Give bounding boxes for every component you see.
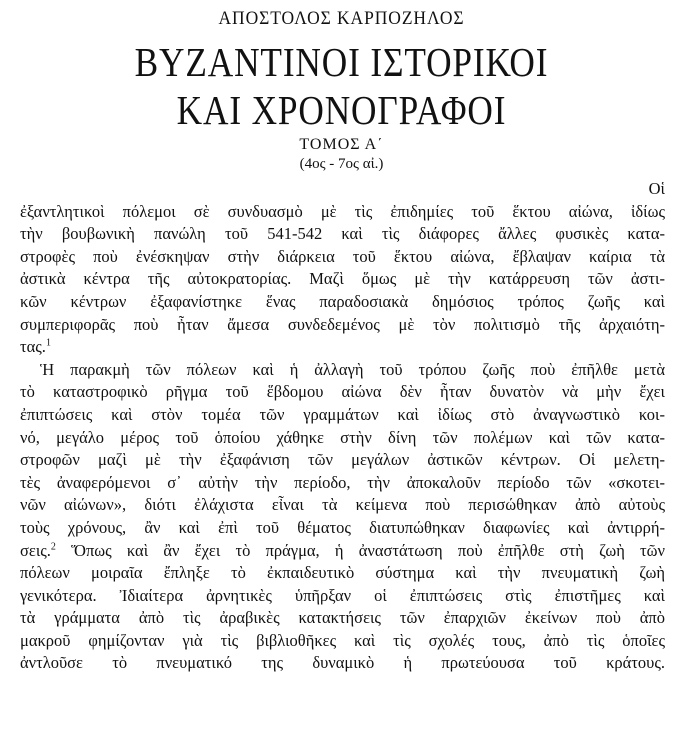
- text-line: νό, μεγάλο μέρος τοῦ ὁποίου χάθηκε στὴν δίνη τῶν πολέμων καὶ τῶν κατα-: [20, 427, 665, 447]
- text-line: [20, 336, 665, 359]
- text-line: [20, 540, 665, 563]
- footnote-ref: 2: [50, 541, 56, 552]
- text-line: τὴν βουβωνικὴ πανώλη τοῦ 541-542 καὶ τὶς διάφορες ἄλλες φυσικὲς κατα-: [20, 224, 665, 244]
- text-line: τοὺς χρόνους, ἂν καὶ ἐπὶ τοῦ θέματος διατυπώθηκαν διαφωνίες καὶ ἀντιρρή-: [20, 517, 665, 537]
- text-line: Οἱ: [648, 179, 665, 198]
- text-line: μακροῦ φημίζονταν γιὰ τὶς βιβλιοθῆκες καὶ τὶς σχολές τους, ἀπὸ τὶς ὁποῖες: [20, 630, 665, 650]
- text-line: Ἡ παρακμὴ τῶν πόλεων καὶ ἡ ἀλλαγὴ τοῦ τρόπου ζωῆς ποὺ ἐπῆλθε μετὰ: [40, 359, 665, 379]
- text-line: κῶν κέντρων ἐξαφανίστηκε ἕνας παραδοσιακὰ δημόσιος τρόπος ζωῆς καὶ: [20, 291, 665, 311]
- text-line: [20, 675, 665, 698]
- volume-label: ΤΟΜΟΣ Α΄: [299, 136, 384, 153]
- text-line: τὸ καταστροφικὸ ρῆγμα τοῦ ἕβδομου αἰώνα δὲν ἦταν δυνατὸν νὰ μὴν ἔχει: [20, 382, 665, 402]
- text-line: γενικότερα. Ἰδιαίτερα ἀρνητικὲς ὑπῆρξαν οἱ ἐπιπτώσεις στὶς ἐπιστῆμες καὶ: [20, 585, 665, 605]
- text-line: ἐξαντλητικοὶ πόλεμοι σὲ συνδυασμὸ μὲ τὶς ἐπιδημίες τοῦ ἕκτου αἰώνα, ἰδίως: [20, 201, 665, 221]
- text-line: τὰ γράμματα ἀπὸ τὶς ἀραβικὲς κατακτήσεις τῶν ἐπαρχιῶν ἐκείνων ποὺ ἀπὸ: [20, 608, 665, 628]
- text-line: στροφὲς ποὺ ἐνέσκηψαν στὴν διάρκεια τοῦ ἕκτου αἰώνα, ἔβλαψαν καίρια τὰ: [20, 246, 665, 266]
- book-title-line-2: ΚΑΙ ΧΡΟΝΟΓΡΑΦΟΙ: [176, 87, 507, 133]
- text-fragment: Ὅπως καὶ ἂν ἔχει τὸ πράγμα, ἡ ἀναστάτωση ποὺ ἐπῆλθε στὴ ζωὴ τῶν: [55, 540, 665, 560]
- body-text: [20, 178, 665, 698]
- author-name: ΑΠΟΣΤΟΛΟΣ ΚΑΡΠΟΖΗΛΟΣ: [218, 8, 465, 29]
- text-line: τὲς ἀναφερόμενοι σ᾿ αὐτὴν τὴν περίοδο, τὴν ἀποκαλοῦν περίοδο τῶν «σκοτει-: [20, 472, 665, 492]
- book-title-line-1: ΒΥΖΑΝΤΙΝΟΙ ΙΣΤΟΡΙΚΟΙ: [134, 39, 549, 85]
- text-line: νῶν αἰώνων», διότι ἐλάχιστα εἶναι τὰ κείμενα ποὺ περισώθηκαν ἀπὸ αὐτοὺς: [20, 495, 665, 515]
- text-line: ἀστικὰ κέντρα τῆς αὐτοκρατορίας. Μαζὶ ὅμως μὲ τὴν κατάρρευση τῶν ἀστι-: [20, 269, 665, 289]
- text-line: στροφῶν μαζὶ μὲ τὴν ἐξαφάνιση τῶν μεγάλων ἀστικῶν κέντρων. Οἱ μελετη-: [20, 450, 665, 470]
- text-fragment: τας.: [20, 337, 46, 357]
- text-line: ἐπιπτώσεις καὶ στὸν τομέα τῶν γραμμάτων καὶ ἰδίως στὸ ἀναγνωστικὸ κοι-: [20, 404, 665, 424]
- text-line: συμπεριφορᾶς ποὺ ἦταν ἄμεσα συνδεδεμένος μὲ τὸν πολιτισμὸ τῆς ἀρχαιότη-: [20, 314, 665, 334]
- footnote-ref: 1: [45, 337, 51, 349]
- period-label: (4ος - 7ος αἰ.): [299, 156, 384, 172]
- text-fragment: σεις.: [20, 540, 51, 560]
- text-line: πόλεων μοιραῖα ἔπληξε τὸ ἐκπαιδευτικὸ σύστημα καὶ τὴν πνευματικὴ ζωὴ: [20, 563, 665, 583]
- text-line: ἀντλοῦσε τὸ πνευματικό της δυναμικὸ ἡ πρωτεύουσα τοῦ κράτους.: [20, 653, 665, 673]
